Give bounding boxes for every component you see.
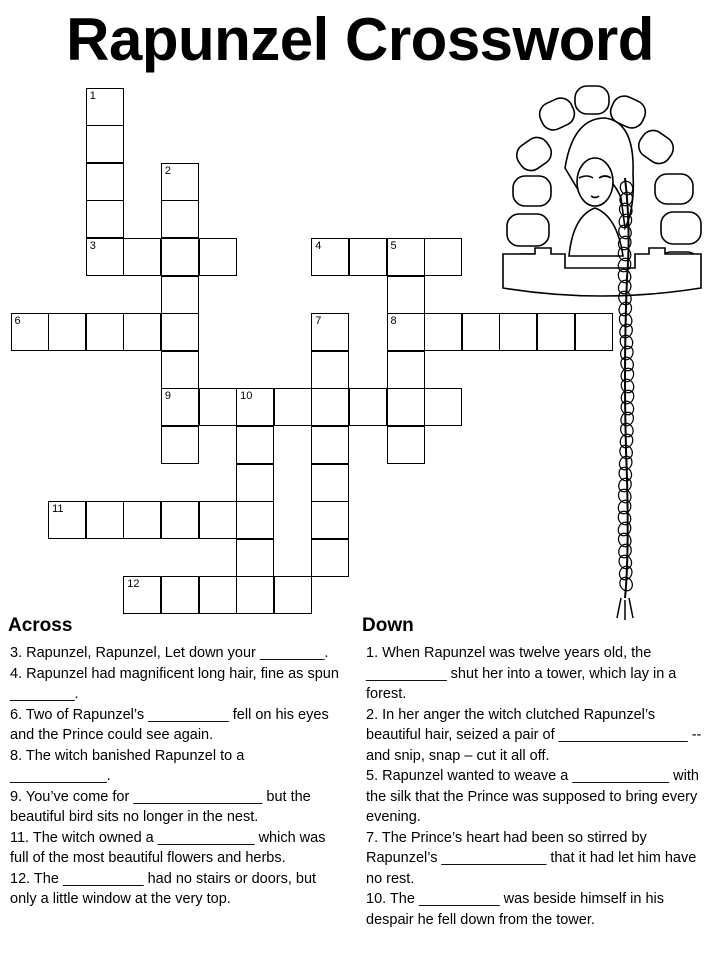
crossword-cell[interactable] bbox=[161, 426, 199, 464]
crossword-cell[interactable] bbox=[123, 238, 161, 276]
crossword-cell[interactable] bbox=[123, 501, 161, 539]
crossword-cell[interactable] bbox=[86, 163, 124, 201]
crossword-cell[interactable] bbox=[311, 313, 349, 351]
across-clue: 3. Rapunzel, Rapunzel, Let down your ________. bbox=[10, 645, 329, 661]
clue-number: 4 bbox=[315, 239, 322, 252]
across-clue: 4. Rapunzel had magnificent long hair, fine as spun ________. bbox=[10, 665, 339, 702]
crossword-cell[interactable] bbox=[387, 238, 425, 276]
across-clue: 8. The witch banished Rapunzel to a ____________. bbox=[10, 747, 245, 784]
across-clue: 6. Two of Rapunzel’s __________ fell on his eyes and the Prince could see again. bbox=[10, 706, 329, 743]
crossword-cell[interactable] bbox=[199, 388, 237, 426]
across-clue-list bbox=[10, 643, 344, 910]
crossword-cell[interactable] bbox=[161, 238, 199, 276]
crossword-cell[interactable] bbox=[236, 464, 274, 502]
crossword-cell[interactable] bbox=[424, 388, 462, 426]
clue-number: 7 bbox=[315, 315, 322, 328]
clue-number: 5 bbox=[390, 239, 397, 252]
down-clue: 1. When Rapunzel was twelve years old, the __________ shut her into a tower, which lay in a forest. bbox=[366, 645, 677, 702]
crossword-cell[interactable] bbox=[349, 388, 387, 426]
crossword-cell[interactable] bbox=[274, 388, 312, 426]
clue-number: 1 bbox=[89, 89, 96, 102]
crossword-cell[interactable] bbox=[236, 539, 274, 577]
down-clue: 5. Rapunzel wanted to weave a ____________ with the silk that the Prince was supposed to bring every evening. bbox=[366, 768, 699, 825]
clue-number: 6 bbox=[14, 315, 21, 328]
crossword-cell[interactable] bbox=[236, 501, 274, 539]
rapunzel-tower-icon bbox=[495, 78, 705, 623]
crossword-cell[interactable] bbox=[199, 238, 237, 276]
crossword-cell[interactable] bbox=[161, 388, 199, 426]
across-clue: 12. The __________ had no stairs or doors, but only a little window at the very top. bbox=[10, 870, 317, 907]
across-clue: 9. You’ve come for ________________ but the beautiful bird sits no longer in the nest. bbox=[10, 788, 311, 825]
clue-number: 9 bbox=[164, 390, 172, 403]
clue-number: 10 bbox=[240, 390, 253, 403]
crossword-cell[interactable] bbox=[387, 388, 425, 426]
crossword-cell[interactable] bbox=[462, 313, 500, 351]
crossword-cell[interactable] bbox=[123, 576, 161, 614]
across-clue: 11. The witch owned a ____________ which was full of the most beautiful flowers and herbs. bbox=[10, 829, 326, 866]
crossword-cell[interactable] bbox=[311, 351, 349, 389]
down-clue: 2. In her anger the witch clutched Rapunzel’s beautiful hair, seized a pair of ________________ -- and snip, snap – cut it all off. bbox=[366, 706, 702, 764]
down-heading: Down bbox=[362, 615, 414, 636]
crossword-cell[interactable] bbox=[123, 313, 161, 351]
crossword-cell[interactable] bbox=[236, 426, 274, 464]
crossword-cell[interactable] bbox=[236, 388, 274, 426]
crossword-cell[interactable] bbox=[161, 163, 199, 201]
crossword-cell[interactable] bbox=[311, 426, 349, 464]
crossword-cell[interactable] bbox=[199, 501, 237, 539]
crossword-cell[interactable] bbox=[424, 313, 462, 351]
crossword-cell[interactable] bbox=[161, 576, 199, 614]
clue-number: 12 bbox=[127, 578, 140, 591]
page-title: Rapunzel Crossword bbox=[66, 6, 654, 73]
crossword-cell[interactable] bbox=[311, 388, 349, 426]
crossword-cell[interactable] bbox=[311, 238, 349, 276]
clue-number: 11 bbox=[52, 503, 64, 516]
crossword-cell[interactable] bbox=[161, 501, 199, 539]
clue-number: 8 bbox=[390, 315, 397, 328]
crossword-cell[interactable] bbox=[311, 539, 349, 577]
crossword-cell[interactable] bbox=[387, 313, 425, 351]
crossword-cell[interactable] bbox=[86, 200, 124, 238]
crossword-cell[interactable] bbox=[48, 501, 86, 539]
crossword-cell[interactable] bbox=[86, 238, 124, 276]
crossword-cell[interactable] bbox=[349, 238, 387, 276]
down-clue-list bbox=[366, 643, 710, 930]
crossword-cell[interactable] bbox=[311, 464, 349, 502]
crossword-cell[interactable] bbox=[161, 276, 199, 314]
crossword-cell[interactable] bbox=[86, 125, 124, 163]
crossword-cell[interactable] bbox=[161, 313, 199, 351]
crossword-cell[interactable] bbox=[387, 276, 425, 314]
crossword-cell[interactable] bbox=[387, 426, 425, 464]
crossword-cell[interactable] bbox=[86, 313, 124, 351]
crossword-cell[interactable] bbox=[11, 313, 49, 351]
crossword-cell[interactable] bbox=[161, 200, 199, 238]
clue-number: 2 bbox=[164, 164, 172, 177]
crossword-cell[interactable] bbox=[274, 576, 312, 614]
clue-number: 3 bbox=[89, 239, 96, 252]
crossword-cell[interactable] bbox=[48, 313, 86, 351]
crossword-cell[interactable] bbox=[236, 576, 274, 614]
crossword-cell[interactable] bbox=[161, 351, 199, 389]
crossword-cell[interactable] bbox=[424, 238, 462, 276]
down-clue: 7. The Prince’s heart had been so stirred by Rapunzel’s _____________ that it had let him have no rest. bbox=[366, 829, 697, 887]
crossword-cell[interactable] bbox=[86, 88, 124, 126]
crossword-cell[interactable] bbox=[199, 576, 237, 614]
crossword-cell[interactable] bbox=[86, 501, 124, 539]
down-clue: 10. The __________ was beside himself in his despair he fell down from the tower. bbox=[366, 891, 664, 928]
across-heading: Across bbox=[8, 615, 73, 636]
crossword-cell[interactable] bbox=[387, 351, 425, 389]
crossword-cell[interactable] bbox=[311, 501, 349, 539]
